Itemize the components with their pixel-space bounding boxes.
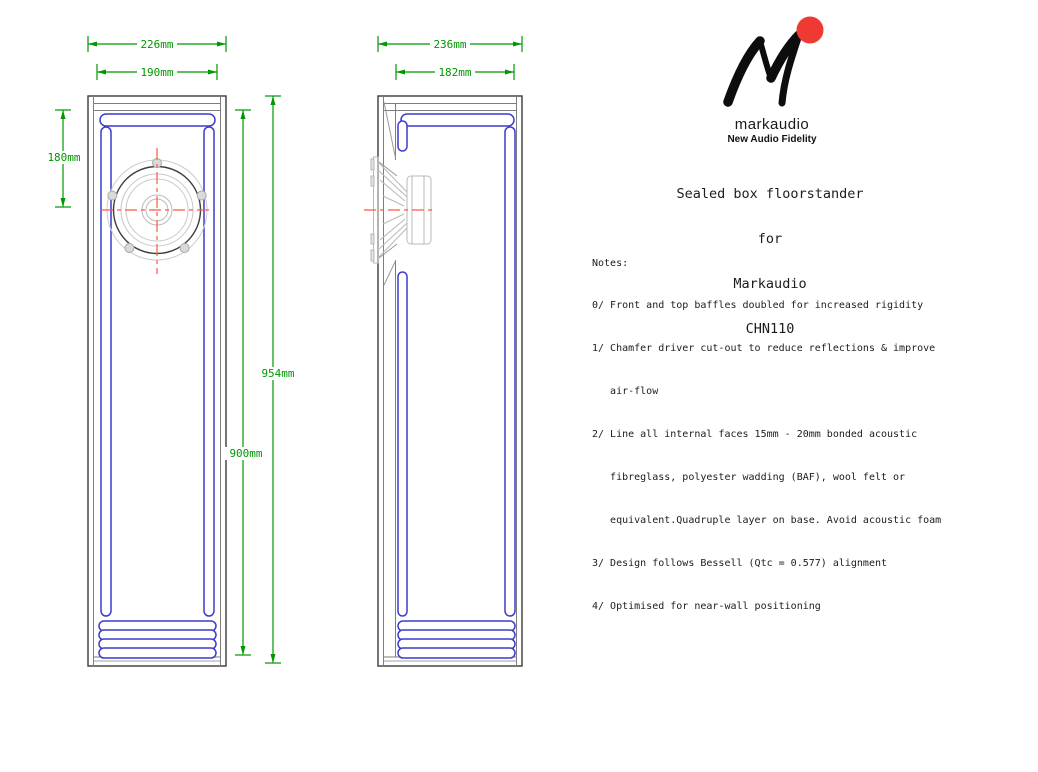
technical-drawing xyxy=(0,0,560,700)
markaudio-m-icon xyxy=(712,14,832,114)
dim-side-inner-depth xyxy=(396,64,514,80)
dim-front-inner-height xyxy=(225,110,267,655)
dim-front-driver-offset xyxy=(43,110,85,207)
title-line: CHN110 xyxy=(745,321,795,337)
dim-side-outer-depth xyxy=(378,36,522,52)
brand-tagline: New Audio Fidelity xyxy=(727,134,817,145)
front-centerlines xyxy=(101,148,213,274)
notes-block xyxy=(592,228,941,643)
title-line: Sealed box floorstander xyxy=(676,186,864,202)
dim-front-outer-height xyxy=(256,96,298,663)
note-line: 3/ Design follows Bessell (Qtc = 0.577) alignment xyxy=(592,557,888,569)
dim-label: 954mm xyxy=(261,367,295,380)
dim-label: 190mm xyxy=(140,66,174,79)
side-view xyxy=(364,36,522,666)
dim-front-outer-width xyxy=(88,36,226,52)
logo-red-dot xyxy=(797,17,824,44)
note-line: 1/ Chamfer driver cut-out to reduce reflections & improve xyxy=(592,343,936,355)
note-line: air-flow xyxy=(592,386,659,398)
dim-front-inner-width xyxy=(97,64,217,80)
note-line: equivalent.Quadruple layer on base. Avoid acoustic foam xyxy=(592,514,942,526)
title-line: for xyxy=(757,231,783,247)
dim-label: 236mm xyxy=(433,38,467,51)
dim-label: 900mm xyxy=(229,447,263,460)
brand-name: markaudio xyxy=(734,116,810,133)
note-line: 4/ Optimised for near-wall positioning xyxy=(592,600,821,612)
notes-heading: Notes: xyxy=(592,257,629,269)
dim-label: 182mm xyxy=(438,66,472,79)
side-wadding xyxy=(398,114,515,658)
note-line: 2/ Line all internal faces 15mm - 20mm bonded acoustic xyxy=(592,429,918,441)
brand-logo xyxy=(692,14,852,145)
front-view xyxy=(43,36,298,666)
note-line: 0/ Front and top baffles doubled for increased rigidity xyxy=(592,300,924,312)
dim-label: 180mm xyxy=(47,151,81,164)
note-line: fibreglass, polyester wadding (BAF), wool felt or xyxy=(592,472,906,484)
title-line: Markaudio xyxy=(733,276,807,292)
dim-label: 226mm xyxy=(140,38,174,51)
